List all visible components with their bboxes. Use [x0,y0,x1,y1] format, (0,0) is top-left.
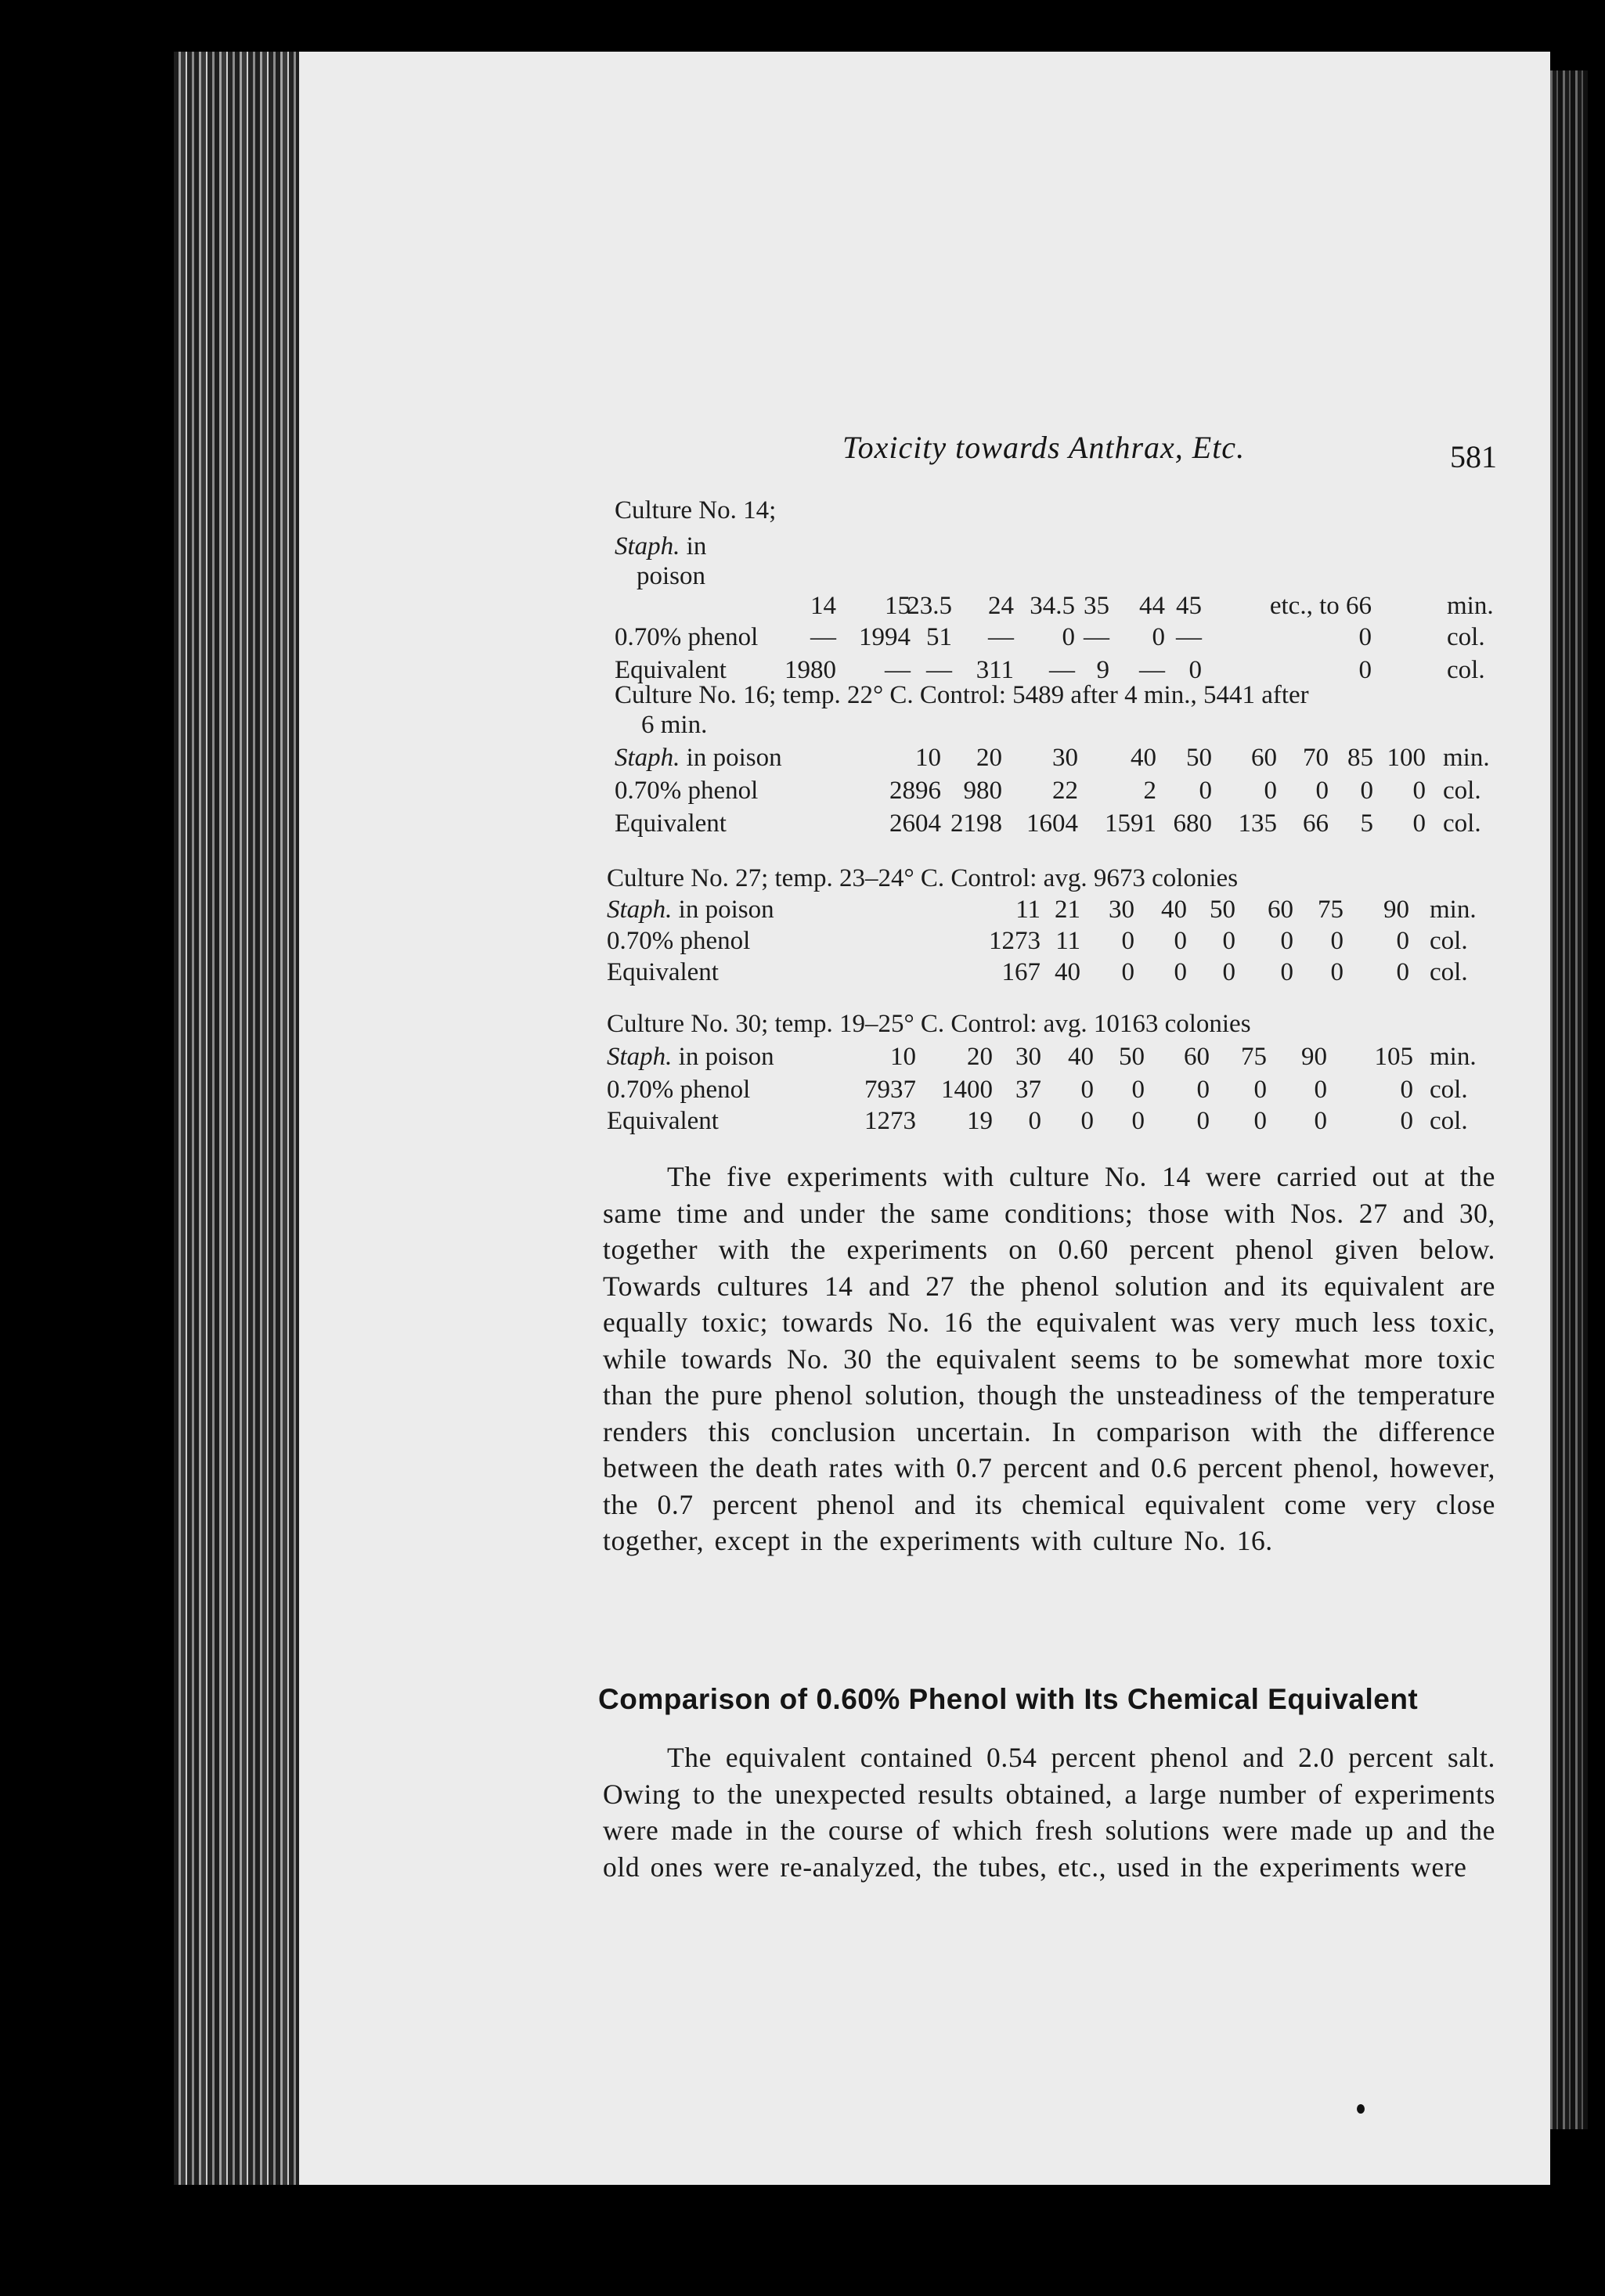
table-unit: col. [1430,1076,1468,1104]
table-row-label: 0.70% phenol [607,1076,751,1104]
table-row-label: Staph. in poison [607,1043,774,1071]
table-title: 6 min. [641,711,708,739]
table-row-label: 0.70% phenol [607,927,751,955]
table-unit: min. [1430,1043,1477,1071]
table-row-label: Staph. in poison [615,744,782,772]
table-row-label: Staph. in [615,532,707,560]
table-unit: col. [1447,623,1485,651]
page-edge-right [1550,70,1588,2129]
table-unit: col. [1430,1107,1468,1135]
table-row-label: Staph. in poison [607,896,774,924]
table-title: Culture No. 30; temp. 19–25° C. Control: avg. 10163 colonies [607,1010,1251,1038]
ink-speck [1357,2104,1365,2114]
table-row-label: Equivalent [607,1107,719,1135]
table-title: Culture No. 14; [615,496,777,524]
section-heading: Comparison of 0.60% Phenol with Its Chemical Equivalent [598,1683,1419,1715]
body-paragraph: The equivalent contained 0.54 percent phenol and 2.0 percent salt. Owing to the unexpected results obtained, a large number of experiments were made in the course of which fresh solutions were made up and the old ones were re-analyzed, the tubes, etc., used in the experiments were [603,1742,1495,1883]
table-title: Culture No. 16; temp. 22° C. Control: 5489 after 4 min., 5441 after [615,681,1309,709]
table-row-label: 0.70% phenol [615,777,759,805]
table-unit: min. [1443,744,1490,772]
book-binding-edge [174,52,299,2185]
table-row-label: poison [637,562,706,590]
table-row-label: Equivalent [607,958,719,986]
table-row-label: Equivalent [615,809,727,838]
page-number: 581 [1450,439,1497,474]
table-unit: min. [1447,592,1494,620]
running-header: Toxicity towards Anthrax, Etc. [842,430,1246,465]
body-paragraph: The five experiments with culture No. 14 were carried out at the same time and under the same conditions; those with Nos. 27 and 30, together with the experiments on 0.60 percent phenol given below. Towards cultures 14 and 27 the phenol solution and its equivalent are equally toxic; towards No. 16 the equivalent was very much less toxic, while towards No. 30 the equivalent seems to be somewhat more toxic than the pure phenol solution, though the unsteadiness of the temperature renders this conclusion uncertain. In comparison with the difference between the death rates with 0.7 percent and 0.6 percent phenol, however, the 0.7 percent phenol and its chemical equivalent come very close together, except in the experiments with culture No. 16. [603,1161,1495,1556]
table-title: Culture No. 27; temp. 23–24° C. Control: avg. 9673 colonies [607,864,1239,892]
table-unit: col. [1447,656,1485,684]
table-unit: col. [1430,958,1468,986]
table-unit: col. [1430,927,1468,955]
table-unit: col. [1443,809,1481,838]
table-row-label: Equivalent [615,656,727,684]
table-unit: min. [1430,896,1477,924]
table-row-label: 0.70% phenol [615,623,759,651]
table-unit: col. [1443,777,1481,805]
